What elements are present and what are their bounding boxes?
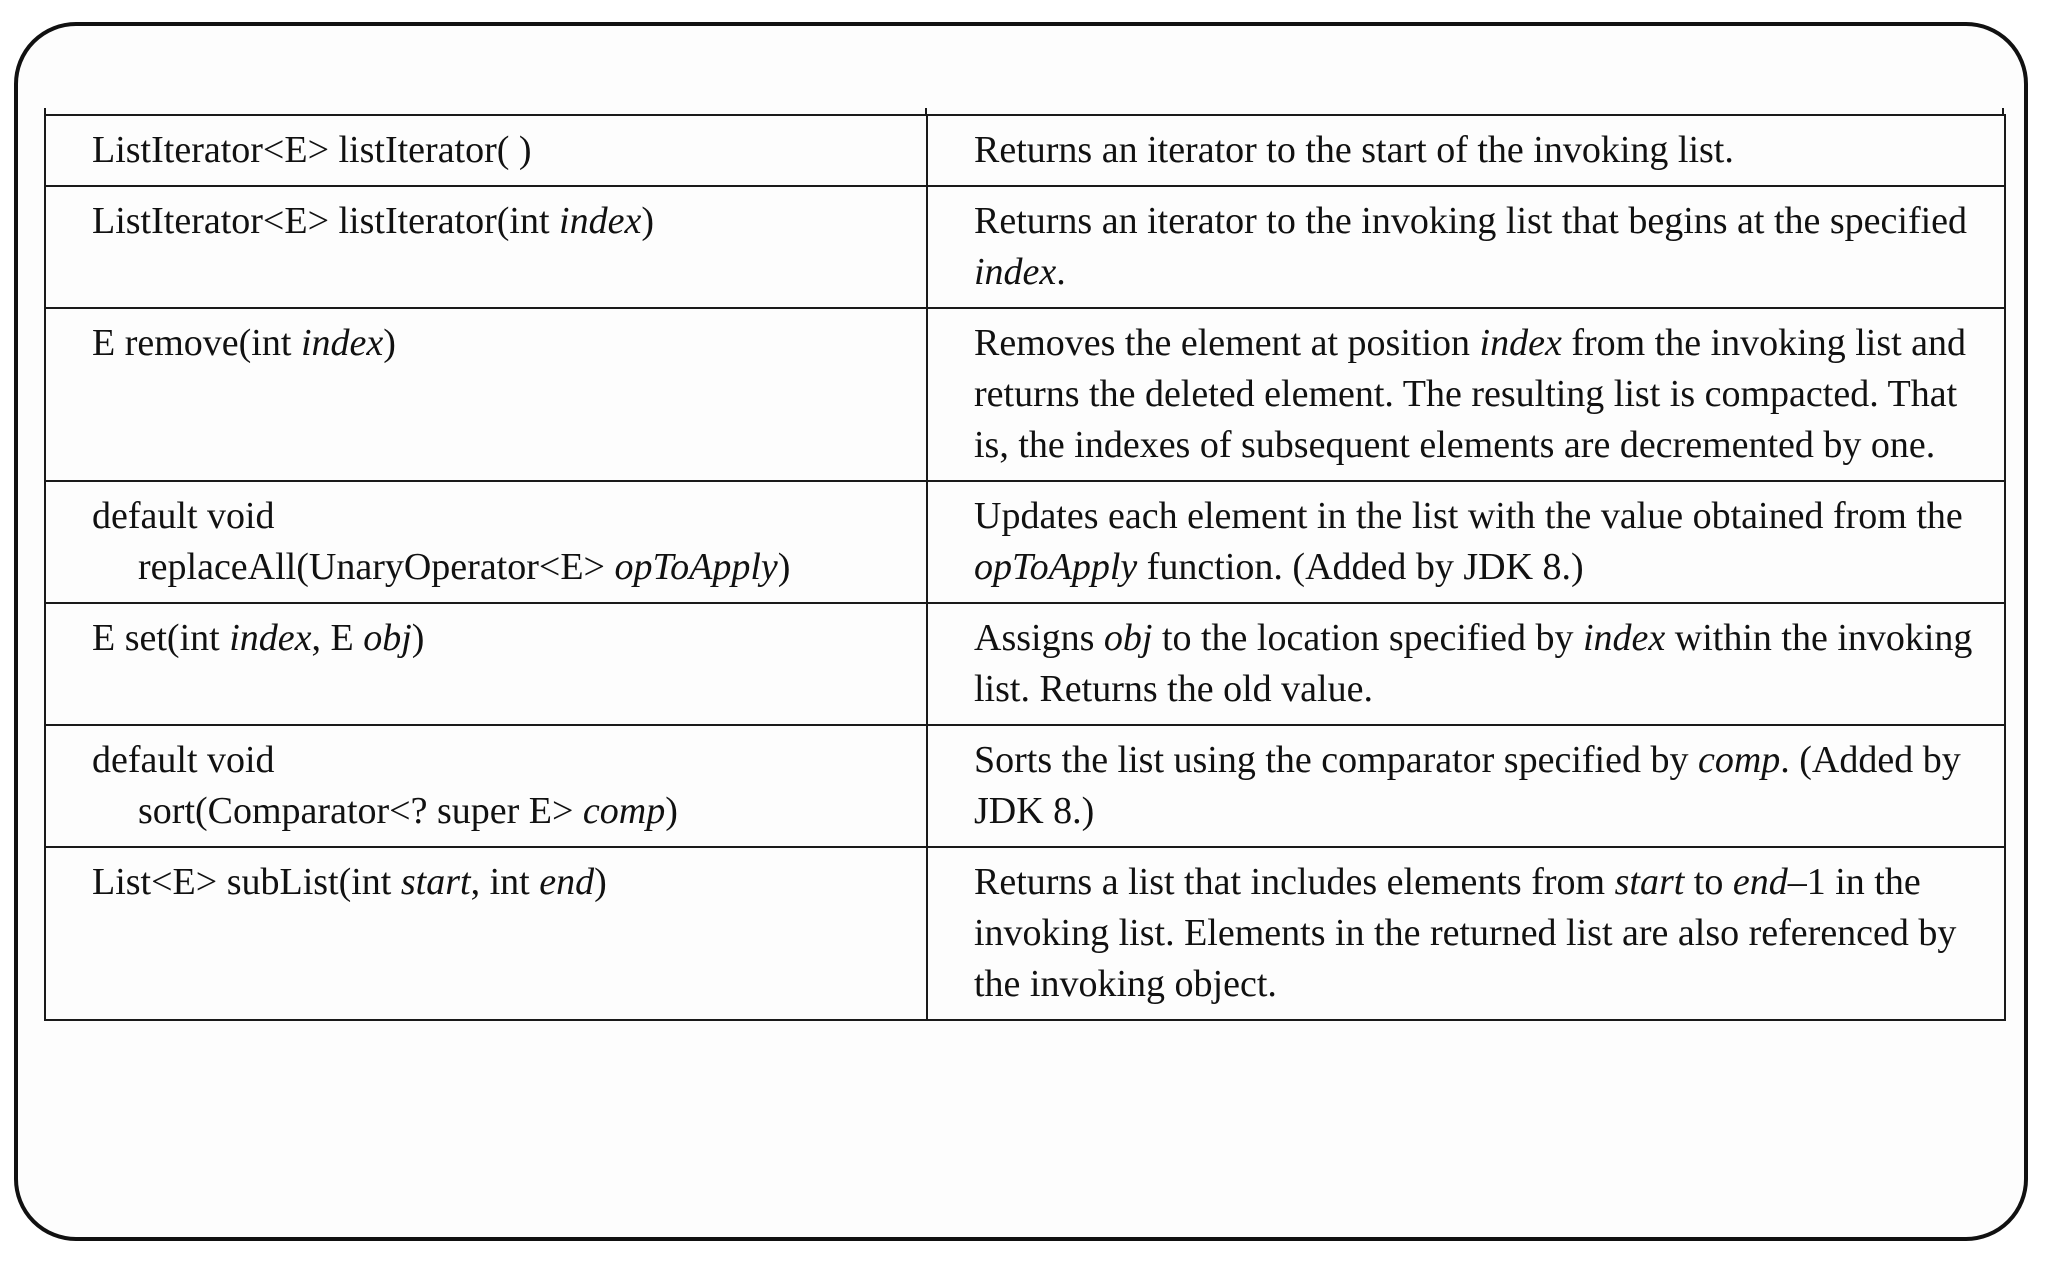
param-name: opToApply [614,546,778,588]
method-signature: ListIterator<E> listIterator(int [92,200,560,242]
method-signature-end: ) [777,546,791,588]
param-name: comp [582,790,666,832]
method-cell [45,186,927,308]
table-row [45,186,2005,308]
param-name: start [400,861,471,903]
description-cell [927,186,2005,308]
method-cell [45,603,927,725]
description-cell [927,481,2005,603]
description-cell [927,847,2005,1020]
description-text: Assigns [974,617,1104,659]
method-signature-mid: , int [470,861,540,903]
method-signature: List<E> subList(int [92,861,401,903]
param-name: comp [1697,739,1781,781]
method-cell [45,308,927,481]
param-name: start [1614,861,1685,903]
description-text: Returns an iterator to the start of the invoking list. [974,129,1734,171]
table-row [45,847,2005,1020]
param-name: obj [363,617,412,659]
table-row [45,603,2005,725]
description-text: Removes the element at position [974,322,1480,364]
method-modifier: default void [92,495,275,537]
param-name: opToApply [974,546,1138,588]
method-signature: ListIterator<E> listIterator( ) [92,129,532,171]
table-row [45,308,2005,481]
method-signature-line [92,786,910,837]
method-cell [45,481,927,603]
description-text-end: within the invoking list. Returns the old value. [974,617,1973,710]
param-name: end [539,861,595,903]
description-cell [927,603,2005,725]
description-text: Updates each element in the list with the value obtained from the [974,495,1963,537]
method-table [44,114,2006,1021]
description-text: Sorts the list using the comparator specified by [974,739,1698,781]
method-signature-mid: , E [311,617,364,659]
method-cell [45,115,927,186]
param-name: end [1732,861,1788,903]
param-name: index [229,617,312,659]
description-text-end: function. (Added by JDK 8.) [1137,546,1584,588]
description-cell [927,115,2005,186]
method-signature-end: ) [594,861,607,903]
description-cell [927,725,2005,847]
method-signature: E remove(int [92,322,301,364]
description-text: Returns an iterator to the invoking list that begins at the specified [974,200,1968,242]
description-cell [927,308,2005,481]
method-signature-end: ) [383,322,396,364]
param-name: index [300,322,384,364]
table-row [45,115,2005,186]
description-text-end: . (Added by JDK 8.) [974,739,1961,832]
method-cell [45,847,927,1020]
description-text-mid: to the location specified by [1152,617,1583,659]
param-name: index [559,200,642,242]
method-signature-end: ) [665,790,678,832]
method-signature-end: ) [641,200,654,242]
method-signature: replaceAll(UnaryOperator<E> [138,546,615,588]
param-name: index [1582,617,1666,659]
description-text-end: –1 in the invoking list. Elements in the returned list are also referenced by the invoking object. [974,861,1957,1005]
method-signature-end: ) [411,617,425,659]
method-signature: sort(Comparator<? super E> [138,790,583,832]
param-name: obj [1103,617,1153,659]
method-modifier: default void [92,739,275,781]
method-signature-line [92,542,910,593]
table-row [45,481,2005,603]
description-text-mid: to [1684,861,1733,903]
description-text-end: from the invoking list and returns the deleted element. The resulting list is compacted. That is, the indexes of subsequent elements are decremented by one. [974,322,1967,466]
param-name: index [974,251,1057,293]
method-signature: E set(int [92,617,230,659]
method-cell [45,725,927,847]
param-name: index [1479,322,1562,364]
description-text: Returns a list that includes elements from [974,861,1615,903]
description-text-end: . [1056,251,1066,293]
table-row [45,725,2005,847]
